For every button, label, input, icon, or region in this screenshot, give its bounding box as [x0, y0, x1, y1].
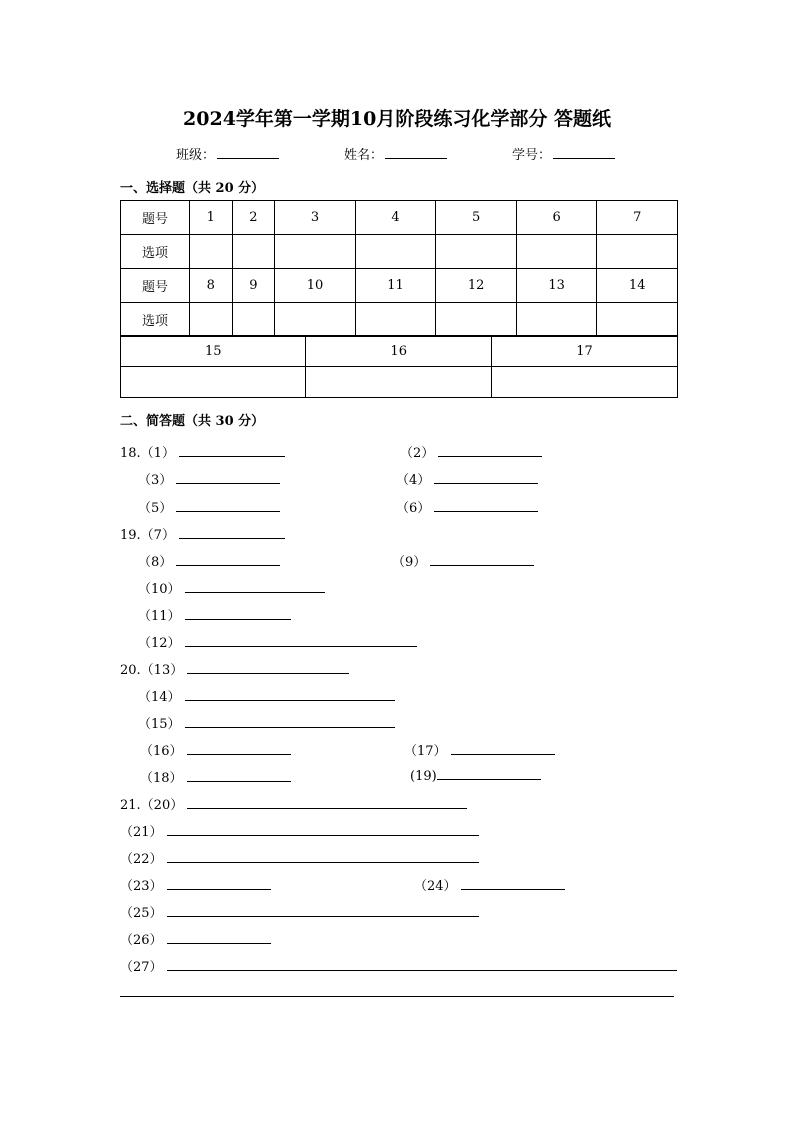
row-label: 题号 — [121, 269, 190, 303]
section2-heading: 二、简答题（共 30 分） — [120, 414, 265, 429]
answer-blank[interactable] — [176, 553, 280, 566]
question-number: 10 — [275, 269, 356, 303]
answer-blank[interactable] — [187, 769, 291, 782]
question-label: （9） — [392, 555, 427, 570]
answer-line-6[interactable] — [396, 497, 538, 516]
answer-cell[interactable] — [597, 303, 678, 337]
question-label: （4） — [396, 473, 431, 488]
id-blank[interactable] — [553, 146, 615, 159]
answer-cell[interactable] — [436, 235, 517, 269]
answer-line-20[interactable] — [120, 794, 467, 813]
question-number: 2 — [232, 201, 275, 235]
answer-line-3[interactable] — [138, 469, 280, 488]
question-label: （8） — [138, 555, 173, 570]
answer-blank[interactable] — [167, 877, 271, 890]
name-field[interactable] — [344, 144, 447, 163]
answer-blank[interactable] — [179, 526, 285, 539]
id-field[interactable] — [512, 144, 615, 163]
answer-continuation-line[interactable] — [120, 996, 674, 997]
answer-blank[interactable] — [438, 444, 542, 457]
question-label: （21） — [120, 825, 163, 840]
answer-cell[interactable] — [516, 235, 597, 269]
answer-cell[interactable] — [275, 235, 356, 269]
answer-line-23[interactable] — [120, 875, 271, 894]
answer-blank[interactable] — [185, 715, 395, 728]
answer-blank[interactable] — [167, 931, 271, 944]
answer-line-14[interactable] — [138, 686, 395, 705]
answer-line-21[interactable] — [120, 821, 479, 840]
class-blank[interactable] — [217, 146, 279, 159]
answer-blank[interactable] — [434, 499, 538, 512]
question-label: （23） — [120, 879, 163, 894]
table-row — [121, 201, 678, 235]
question-label: （25） — [120, 906, 163, 921]
answer-cell[interactable] — [436, 303, 517, 337]
table-row — [121, 367, 678, 398]
section1-heading: 一、选择题（共 20 分） — [120, 181, 265, 196]
answer-line-19[interactable] — [410, 767, 541, 784]
question-label: （10） — [138, 582, 181, 597]
answer-blank[interactable] — [461, 877, 565, 890]
question-label: （14） — [138, 690, 181, 705]
answer-blank[interactable] — [187, 742, 291, 755]
question-number: 13 — [516, 269, 597, 303]
row-label: 选项 — [121, 235, 190, 269]
answer-blank[interactable] — [185, 688, 395, 701]
table-row — [121, 235, 678, 269]
answer-cell[interactable] — [306, 367, 491, 398]
answer-line-26[interactable] — [120, 929, 271, 948]
answer-blank[interactable] — [176, 499, 280, 512]
answer-line-4[interactable] — [396, 469, 538, 488]
answer-line-8[interactable] — [138, 551, 280, 570]
answer-line-7[interactable] — [120, 524, 285, 543]
question-number: 5 — [436, 201, 517, 235]
answer-cell[interactable] — [491, 367, 677, 398]
question-number: 6 — [516, 201, 597, 235]
question-label: （12） — [138, 636, 181, 651]
question-number: 17 — [491, 336, 677, 367]
question-number: 7 — [597, 201, 678, 235]
question-label: （3） — [138, 473, 173, 488]
answer-blank[interactable] — [185, 607, 291, 620]
question-number: 11 — [355, 269, 436, 303]
question-number: 15 — [121, 336, 306, 367]
answer-blank[interactable] — [176, 471, 280, 484]
answer-cell[interactable] — [355, 303, 436, 337]
question-label: （24） — [414, 879, 457, 894]
question-label: 19.（7） — [120, 528, 175, 543]
question-number: 12 — [436, 269, 517, 303]
answer-line-27[interactable] — [120, 956, 677, 975]
question-label: （27） — [120, 960, 163, 975]
answer-cell[interactable] — [232, 235, 275, 269]
answer-blank[interactable] — [167, 823, 479, 836]
question-number: 1 — [190, 201, 233, 235]
question-label: 20.（13） — [120, 663, 184, 678]
answer-cell[interactable] — [190, 303, 233, 337]
question-label: （5） — [138, 501, 173, 516]
answer-cell[interactable] — [275, 303, 356, 337]
answer-blank[interactable] — [185, 580, 325, 593]
question-number: 9 — [232, 269, 275, 303]
choice-table-a — [120, 200, 678, 337]
class-label: 班级： — [176, 148, 216, 163]
answer-line-17[interactable] — [404, 740, 555, 759]
answer-line-2[interactable] — [400, 442, 542, 461]
answer-blank[interactable] — [187, 661, 349, 674]
table-row — [121, 336, 678, 367]
answer-line-10[interactable] — [138, 578, 325, 597]
answer-line-1[interactable] — [120, 442, 285, 461]
class-field[interactable] — [176, 144, 279, 163]
answer-cell[interactable] — [597, 235, 678, 269]
answer-line-5[interactable] — [138, 497, 280, 516]
name-blank[interactable] — [385, 146, 447, 159]
answer-blank[interactable] — [167, 904, 479, 917]
answer-cell[interactable] — [355, 235, 436, 269]
question-number: 8 — [190, 269, 233, 303]
answer-line-24[interactable] — [414, 875, 565, 894]
question-label: （11） — [138, 609, 181, 624]
answer-blank[interactable] — [434, 471, 538, 484]
name-label: 姓名： — [344, 148, 384, 163]
page-title: 2024学年第一学期10月阶段练习化学部分 答题纸 — [183, 108, 611, 130]
question-label: （18） — [140, 771, 183, 786]
answer-cell[interactable] — [190, 235, 233, 269]
answer-blank[interactable] — [167, 958, 677, 971]
question-number: 16 — [306, 336, 491, 367]
answer-cell[interactable] — [232, 303, 275, 337]
table-row — [121, 303, 678, 337]
table-row — [121, 269, 678, 303]
row-label: 题号 — [121, 201, 190, 235]
answer-blank[interactable] — [430, 553, 534, 566]
answer-blank[interactable] — [167, 850, 479, 863]
question-number: 3 — [275, 201, 356, 235]
row-label: 选项 — [121, 303, 190, 337]
answer-line-22[interactable] — [120, 848, 479, 867]
answer-blank[interactable] — [185, 634, 417, 647]
answer-line-25[interactable] — [120, 902, 479, 921]
answer-line-9[interactable] — [392, 551, 534, 570]
answer-cell[interactable] — [516, 303, 597, 337]
answer-line-11[interactable] — [138, 605, 291, 624]
question-label: 18.（1） — [120, 446, 175, 461]
question-label: （22） — [120, 852, 163, 867]
question-label: （6） — [396, 501, 431, 516]
answer-line-16[interactable] — [140, 740, 291, 759]
question-label: （16） — [140, 744, 183, 759]
answer-blank[interactable] — [187, 796, 467, 809]
answer-line-15[interactable] — [138, 713, 395, 732]
answer-cell[interactable] — [121, 367, 306, 398]
question-label: (19) — [410, 769, 437, 784]
question-label: （26） — [120, 933, 163, 948]
question-number: 4 — [355, 201, 436, 235]
answer-blank[interactable] — [451, 742, 555, 755]
question-number: 14 — [597, 269, 678, 303]
question-label: （17） — [404, 744, 447, 759]
answer-line-12[interactable] — [138, 632, 417, 651]
id-label: 学号： — [512, 148, 552, 163]
answer-blank[interactable] — [437, 767, 541, 780]
answer-line-13[interactable] — [120, 659, 349, 678]
question-label: 21.（20） — [120, 798, 184, 813]
question-label: （15） — [138, 717, 181, 732]
question-label: （2） — [400, 446, 435, 461]
choice-table-b — [120, 335, 678, 398]
answer-line-18[interactable] — [140, 767, 291, 786]
answer-blank[interactable] — [179, 444, 285, 457]
